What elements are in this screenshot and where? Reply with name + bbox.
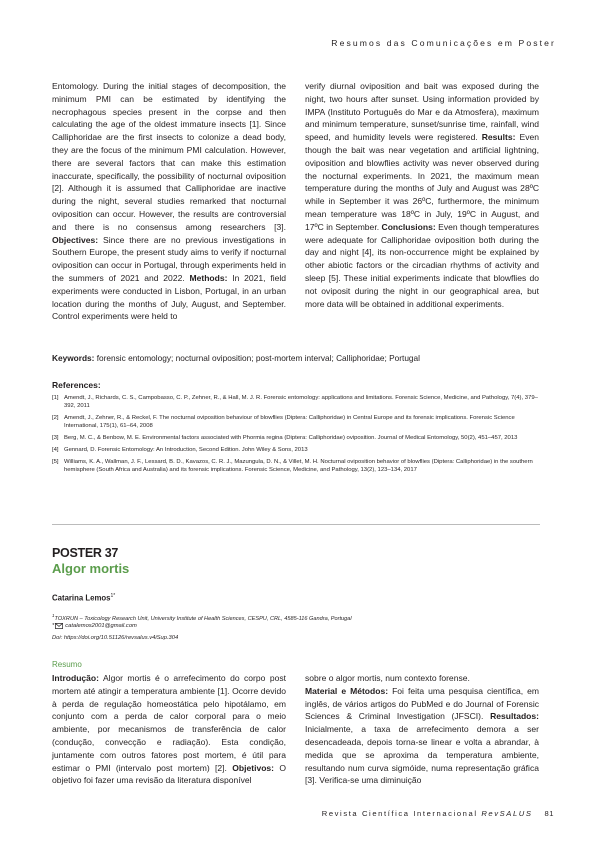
results-label: Results: [481,132,516,143]
poster-title: Algor mortis [52,561,130,576]
article-right-paragraph [305,80,539,310]
author-name: Catarina Lemos [52,593,111,603]
methods-text: In 2021, field experiments were conducted in Lisbon, Portugal, in an urban location during the months of July, August, and September. Control experiments were held to [52,272,286,322]
results-text: Even though the bait was near vegetation and artificial lightning, oviposition and blowflies activity was never observed during the nocturnal experiments. In 2021, the maximum mean temperature during the months of July and August was 28ºC while in September it was 26ºC, furthermore, the minimum mean temperature was 18ºC in July, 19ºC in August, and 17ºC in September. [305,132,540,232]
reference-text: Williams, K. A., Wallman, J. F., Lessard, B. D., Kavazos, C. R. J., Mazungula, D. N., & Villet, M. H. Nocturnal oviposition behavior of blowflies (Diptera: Calliphoridae) in the southern hemisphere (South Africa and Australia) and its forensic implications. Forensic Science, Medicine, and Pathology, 13(2), 123–134, 2017 [64,459,533,474]
poster-right-column [305,672,539,787]
left-col-intro-text: Entomology. During the initial stages of decomposition, the minimum PMI can be estimated by identifying the necrophagous species present in the corpse and then calculating the age of the oldest immature insects [1]. Since Calliphoridae are the first insects to colonize a dead body, they are the focus of the minimum PMI calculation. However, there are several factors that can make this estimation inaccurate, specifically, the possibility of nocturnal oviposition [2]. Although it is assumed that Calliphoridae are inactive during the night, several studies remarked that nocturnal oviposition can occur. However, the results are controversial and there is no consensus among researchers [3]. [52,81,286,232]
reference-item [52,414,538,431]
poster-right-paragraph-2 [305,685,539,787]
reference-number: [2] [52,415,59,422]
affiliation-superscript: 1 [52,613,55,618]
affiliation [52,612,542,623]
reference-item [52,458,538,475]
email-link[interactable]: catalemos2001@gmail.com [65,623,137,629]
metodos-text: Foi feita uma pesquisa científica, em inglês, de vários artigos do PubMed e do Journal of Forensic Sciences & Criminal Investigation (JFSCI). [305,685,539,722]
poster-right-paragraph-1: sobre o algor mortis, num contexto forense. [305,673,470,683]
resumo-label: Resumo [52,660,82,669]
email-line [52,623,137,629]
poster-left-paragraph [52,672,286,787]
footer-journal-brand: RevSALUS [481,809,533,818]
references-list [52,394,538,478]
intro-text: Algor mortis é o arrefecimento do corpo post mortem até atingir a temperatura ambiente [1]. Ocorre devido à perda de regulação homeostática pelo hipotálamo, em conjunto com a perda de calor corporal para o meio ambiente, por mecanismos de transferência de calor (condução, convecção e radiação). Esta condição, juntamente com outros fatores post mortem, é útil para estimar o PMI (intervalo post mortem) [2]. [52,673,286,773]
poster-number: POSTER 37 [52,546,119,560]
objectives-label: Objectives: [52,234,99,245]
reference-text: Gennard, D. Forensic Entomology: An Introduction, Second Edition. John Wiley & Sons, 2013 [64,447,308,454]
reference-number: [1] [52,395,59,401]
keywords-label: Keywords: [52,353,95,363]
poster-left-column [52,672,286,787]
keywords [52,352,548,364]
article-right-column [305,80,539,310]
intro-label: Introdução: [52,673,100,683]
objetivos-text: O objetivo foi fazer uma revisão da literatura disponível [52,762,287,786]
right-col-methods-text: verify diurnal oviposition and bait was exposed during the night, two hours after sunset. Using information provided by IMPA (Instituto Português do Mar e da Atmosfera), maximum and minimum temperature, sunset/sunrise time, rainfall, wind speed, and humidity levels were registered. [305,81,539,143]
page-number: 81 [544,809,554,818]
doi-link[interactable]: Doi: https://doi.org/10.51126/revsalus.v4iSup.304 [52,635,179,641]
article-left-paragraph [52,80,286,323]
page-footer [322,809,554,818]
author [52,593,115,603]
reference-number: [3] [52,435,59,442]
reference-text: Berg, M. C., & Benbow, M. E. Environmental factors associated with Phormia regina (Diptera: Calliphoridae) oviposition. Journal of Medical Entomology, 50(2), 451–457, 2013 [64,435,518,442]
resultados-text: Inicialmente, a taxa de arrefecimento demora a ser desencadeada, depois torna-se linear e volta a abrandar, à medida que se aproxima da temperatura ambiente, resultando num curva sigmóide, numa representação gráfica [3]. Verifica-se uma diminuição [305,724,539,786]
resultados-label: Resultados: [490,711,539,722]
mail-icon [55,623,63,629]
reference-text: Amendt, J., Richards, C. S., Campobasso, C. P., Zehner, R., & Hall, M. J. R. Forensic entomology: applications and limitations. Forensic Science, Medicine, and Pathology, 7(4), 379–392, 2011 [64,395,538,410]
reference-item [52,394,538,411]
objetivos-label: Objetivos: [232,762,275,773]
article-left-column [52,80,286,323]
objectives-text: Since there are no previous investigations in Southern Europe, the present study aims to verify if nocturnal oviposition can occur in Portugal, through experiments held in the summers of 2021 and 2022. [52,234,286,283]
reference-item [52,434,538,442]
reference-number: [5] [52,459,59,466]
keywords-text: forensic entomology; nocturnal oviposition; post-mortem interval; Calliphoridae; Portugal [94,353,421,363]
methods-label: Methods: [189,272,228,283]
conclusions-text: Even though temperatures were adequate for Calliphoridae oviposition both during the day and night [4], its non-occurrence might be explained by other abiotic factors or the circadian rhythms of activity and sleep [5]. These initial experiments indicate that blowflies do not oviposit during the night in our geographical area, but more data will be obtained in additional experiments. [305,221,539,309]
affiliation-text: TOXRUN – Toxicology Research Unit, University Institute of Health Sciences, CESPU, CRL, 4585-116 Gandra, Portugal [54,615,352,622]
section-divider [52,524,540,525]
running-header: Resumos das Comunicações em Poster [331,38,556,48]
footer-journal-name: Revista Científica Internacional [321,809,482,818]
author-superscript: 1* [110,593,116,599]
reference-number: [4] [52,447,59,454]
reference-item [52,446,538,454]
conclusions-label: Conclusions: [381,221,436,232]
reference-text: Amendt, J., Zehner, R., & Reckel, F. The nocturnal oviposition behaviour of blowflies (Diptera: Calliphoridae) in Central Europe and its forensic implications. Forensic Science International, 175(1), 61–64, 2008 [64,415,515,430]
email-asterisk: * [52,623,55,629]
references-title: References: [52,380,101,390]
metodos-label: Material e Métodos: [305,685,389,696]
